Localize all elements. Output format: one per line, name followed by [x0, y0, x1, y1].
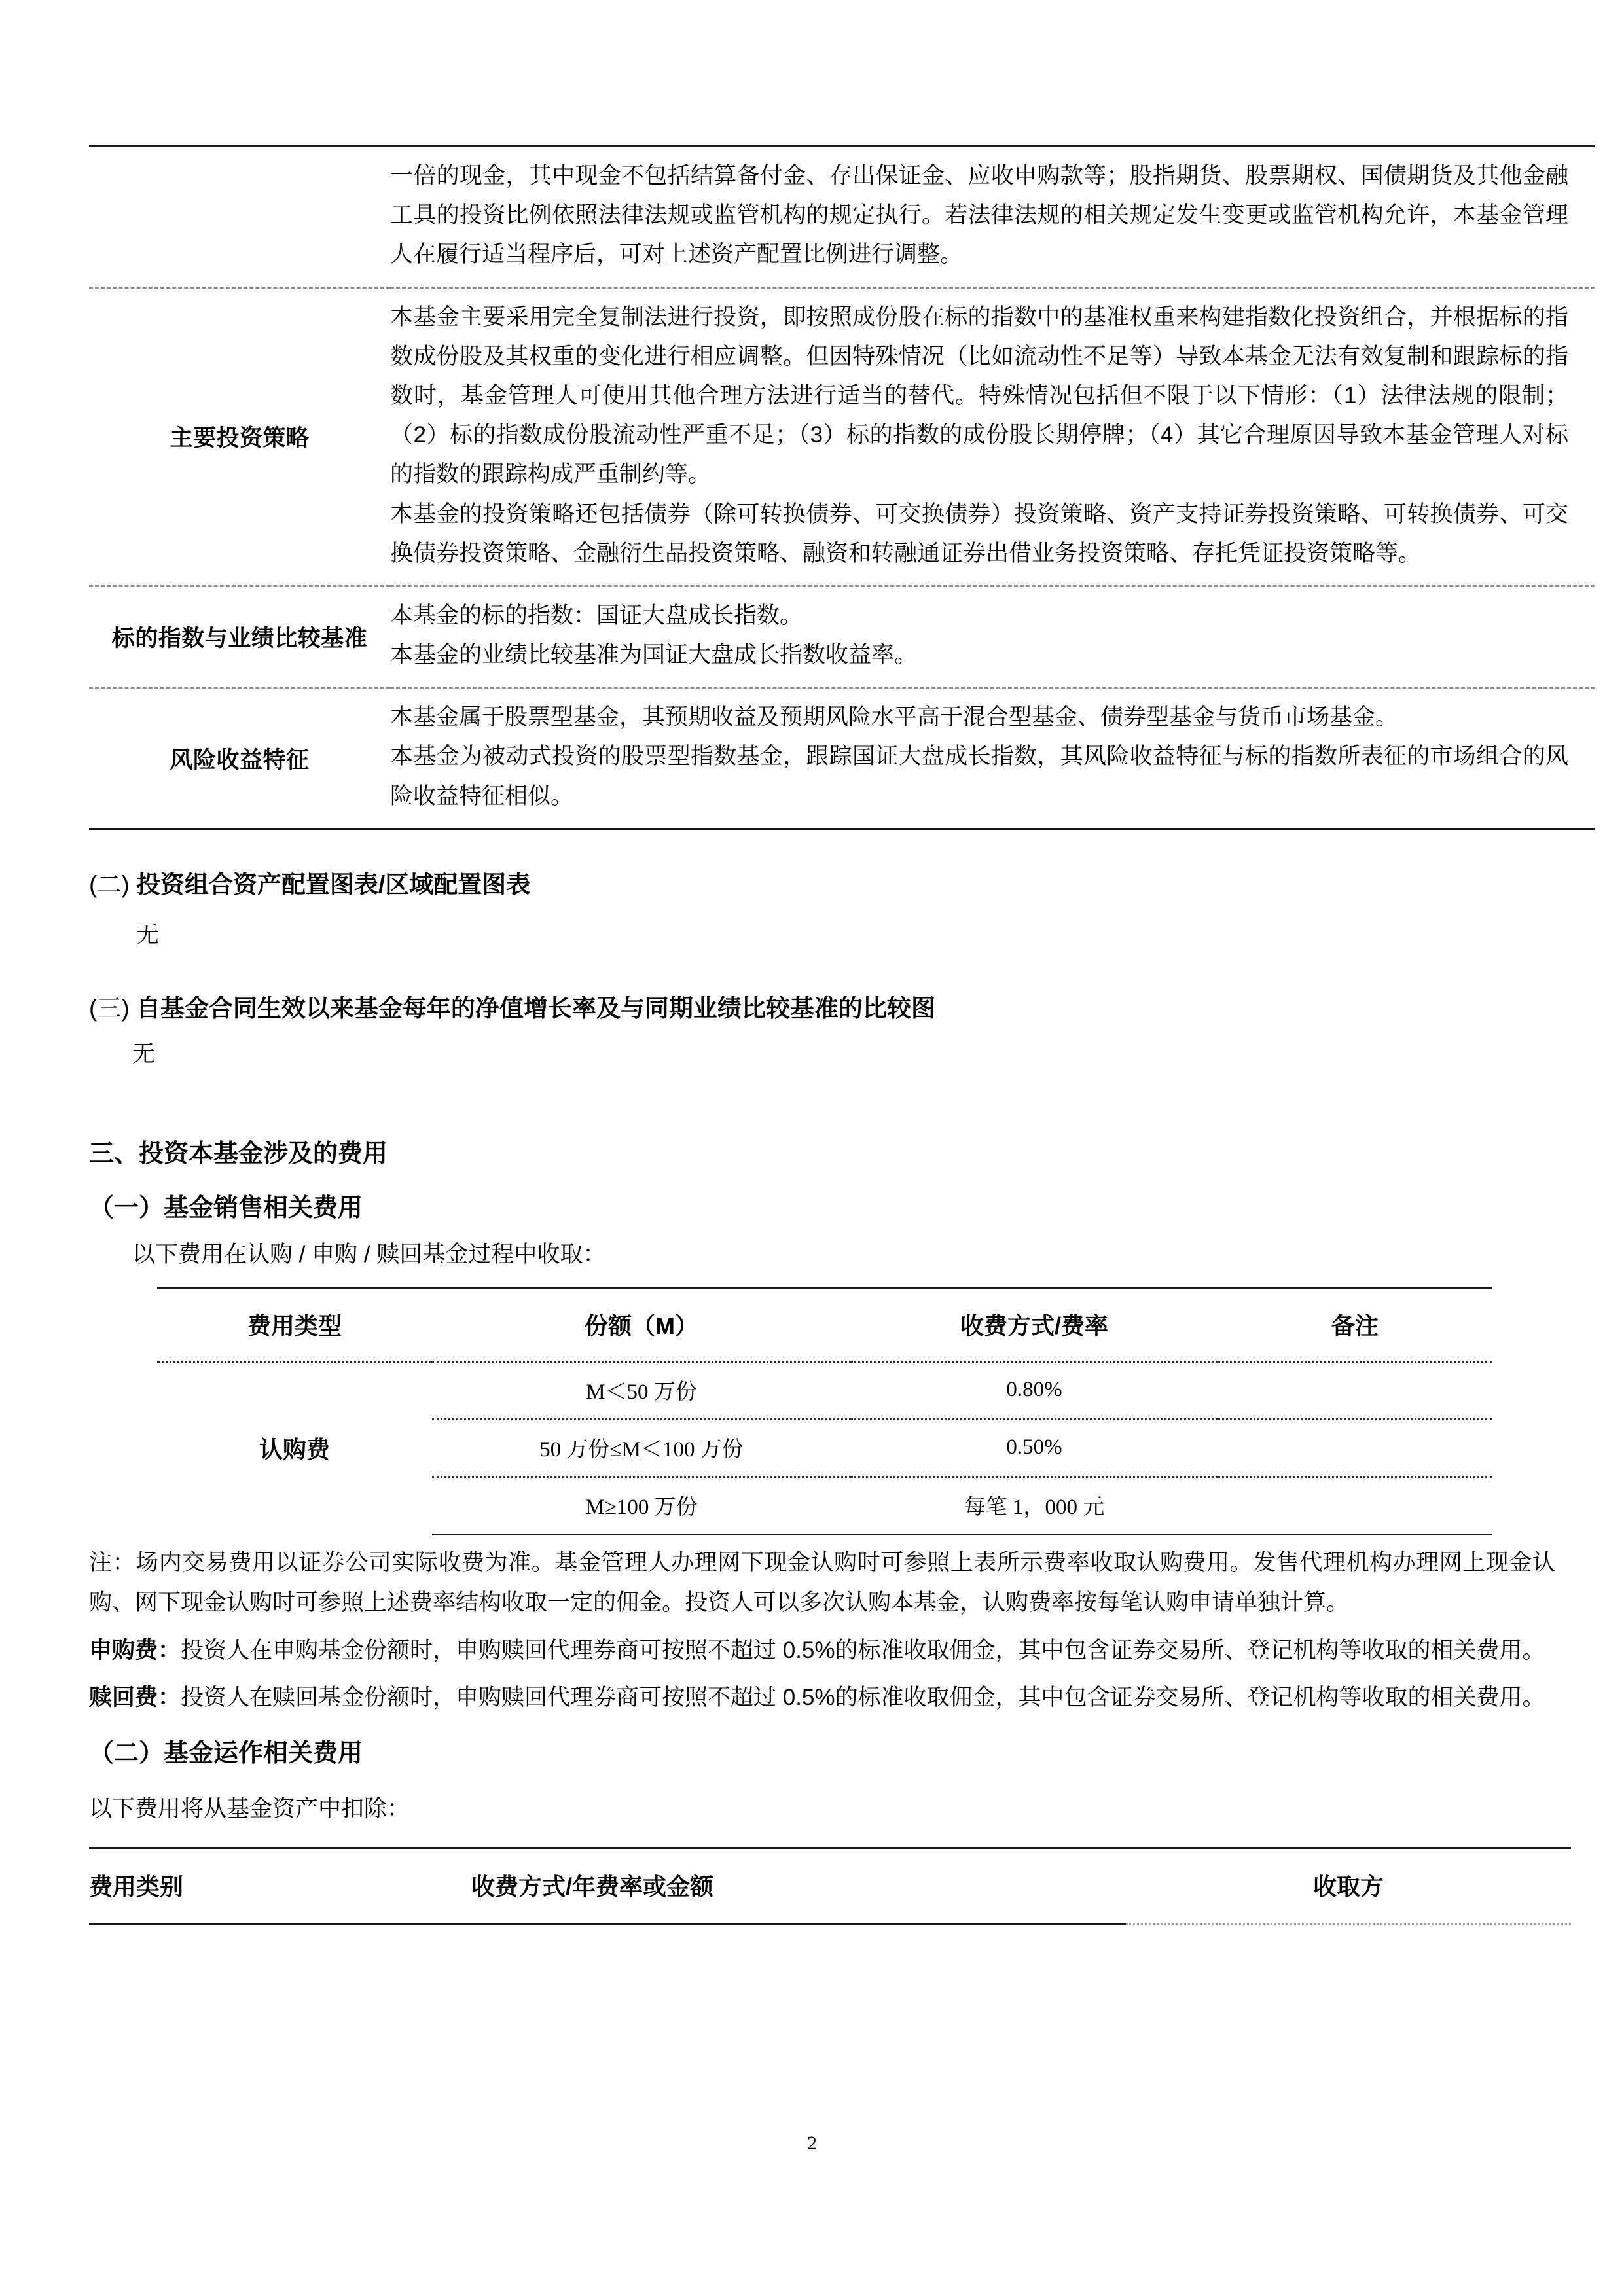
table-row	[157, 1361, 1492, 1419]
section-three-body: 无	[132, 1041, 156, 1067]
section-number: (三)	[89, 995, 130, 1022]
redemption-fee-label: 赎回费：	[89, 1685, 181, 1711]
remark-cell	[1218, 1477, 1492, 1534]
share-cell: M≥100 万份	[432, 1477, 851, 1534]
paragraph: 本基金的标的指数：国证大盘成长指数。	[390, 602, 803, 628]
paragraph: 本基金的业绩比较基准为国证大盘成长指数收益率。	[390, 642, 918, 668]
row-body	[390, 287, 1595, 586]
chapter-heading-three: 三、投资本基金涉及的费用	[89, 1139, 388, 1168]
row-body	[390, 147, 1595, 288]
page-number: 2	[807, 2132, 817, 2154]
sales-fee-intro: 以下费用在认购 / 申购 / 赎回基金过程中收取：	[132, 1241, 606, 1267]
paragraph: 本基金的投资策略还包括债券（除可转换债券、可交换债券）投资策略、资产支持证券投资策略、可转换债券、可交换债券投资策略、金融衍生品投资策略、融资和转融通证券出借业务投资策略、存托凭证投资策略等。	[390, 501, 1568, 566]
subsection-heading-two: （二）基金运作相关费用	[89, 1740, 363, 1768]
section-heading-two	[89, 867, 1555, 903]
column-header-fee-type: 费用类型	[157, 1288, 432, 1361]
section-two-body: 无	[136, 922, 160, 948]
paragraph: 本基金属于股票型基金，其预期收益及预期风险水平高于混合型基金、债券型基金与货币市场基金。	[390, 704, 1399, 730]
row-label	[89, 147, 390, 288]
subsection-heading-one: （一）基金销售相关费用	[89, 1194, 363, 1222]
page-content	[89, 0, 1568, 1925]
subscription-fee-note	[89, 1631, 1555, 1671]
column-header-recipient: 收取方	[1126, 1848, 1571, 1924]
row-label: 风险收益特征	[89, 688, 390, 829]
rate-cell: 每笔 1，000 元	[851, 1477, 1218, 1534]
redemption-fee-note	[89, 1678, 1555, 1718]
column-header-remark: 备注	[1218, 1288, 1492, 1361]
redemption-fee-text: 投资人在赎回基金份额时，申购赎回代理券商可按照不超过 0.5%的标准收取佣金，其中包含证券交易所、登记机构等收取的相关费用。	[181, 1685, 1545, 1711]
row-label: 标的指数与业绩比较基准	[89, 586, 390, 687]
paragraph: 本基金为被动式投资的股票型指数基金，跟踪国证大盘成长指数，其风险收益特征与标的指数所表征的市场组合的风险收益特征相似。	[390, 744, 1568, 809]
sales-fee-table	[157, 1287, 1492, 1535]
subscription-fee-label: 申购费：	[89, 1637, 181, 1663]
rate-cell: 0.50%	[851, 1419, 1218, 1477]
paragraph: 本基金主要采用完全复制法进行投资，即按照成份股在标的指数中的基准权重来构建指数化投资组合，并根据标的指数成份股及其权重的变化进行相应调整。但因特殊情况（比如流动性不足等）导致本基金无法有效复制和跟踪标的指数时，基金管理人可使用其他合理方法进行适当的替代。特殊情况包括但不限于以下情形：（1）法律法规的限制；（2）标的指数成份股流动性严重不足；（3）标的指数的成份股长期停牌；（4）其它合理原因导致本基金管理人对标的指数的跟踪构成严重制约等。	[390, 304, 1568, 488]
column-header-rate: 收费方式/费率	[851, 1288, 1218, 1361]
table-row	[89, 287, 1595, 586]
fee-name-cell: 认购费	[157, 1361, 432, 1534]
row-label: 主要投资策略	[89, 287, 390, 586]
sales-fee-note: 注：场内交易费用以证券公司实际收费为准。基金管理人办理网下现金认购时可参照上表所示费率收取认购费用。发售代理机构办理网上现金认购、网下现金认购时可参照上述费率结构收取一定的佣金。投资人可以多次认购本基金，认购费率按每笔认购申请单独计算。	[89, 1549, 1555, 1615]
fund-info-table	[89, 145, 1595, 830]
subscription-fee-text: 投资人在申购基金份额时，申购赎回代理券商可按照不超过 0.5%的标准收取佣金，其中包含证券交易所、登记机构等收取的相关费用。	[181, 1637, 1545, 1663]
row-body	[390, 688, 1595, 829]
section-number: (二)	[89, 870, 130, 898]
column-header-share: 份额（M）	[432, 1288, 851, 1361]
table-header-row	[157, 1288, 1492, 1361]
share-cell: 50 万份≤M＜100 万份	[432, 1419, 851, 1477]
table-row	[89, 147, 1595, 288]
table-header-row	[89, 1848, 1571, 1924]
operation-fee-intro: 以下费用将从基金资产中扣除：	[89, 1796, 410, 1822]
row-body	[390, 586, 1595, 687]
paragraph: 一倍的现金，其中现金不包括结算备付金、存出保证金、应收申购款等；股指期货、股票期权、国债期货及其他金融工具的投资比例依照法律法规或监管机构的规定执行。若法律法规的相关规定发生变更或监管机构允许，本基金管理人在履行适当程序后，可对上述资产配置比例进行调整。	[390, 163, 1568, 268]
table-row	[89, 688, 1595, 829]
section-title: 自基金合同生效以来基金每年的净值增长率及与同期业绩比较基准的比较图	[135, 995, 935, 1022]
section-title: 投资组合资产配置图表/区域配置图表	[135, 870, 531, 898]
column-header-rate-amount: 收费方式/年费率或金额	[456, 1848, 1126, 1924]
share-cell: M＜50 万份	[432, 1361, 851, 1419]
rate-cell: 0.80%	[851, 1361, 1218, 1419]
column-header-fee-category: 费用类别	[89, 1848, 456, 1924]
operation-fee-table	[89, 1847, 1571, 1925]
section-heading-three	[89, 990, 1555, 1027]
remark-cell	[1218, 1361, 1492, 1419]
table-row	[89, 586, 1595, 687]
remark-cell	[1218, 1419, 1492, 1477]
